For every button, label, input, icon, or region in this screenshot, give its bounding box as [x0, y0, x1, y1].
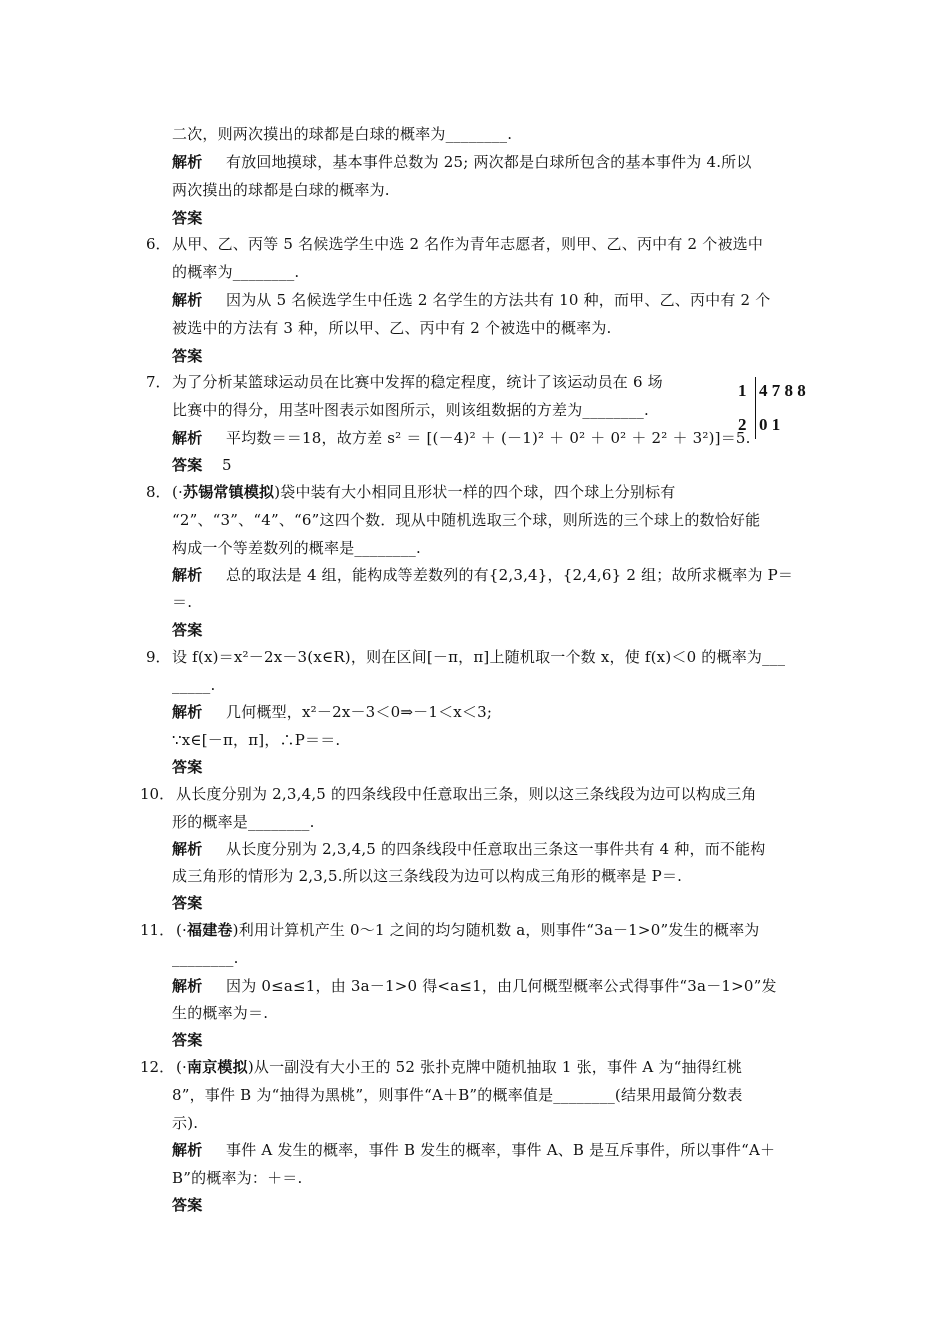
p8-answer-label: 答案 [172, 621, 203, 639]
p12-question-line-2: 8”，事件 B 为“抽得为黑桃”，则事件“A＋B”的概率值是________(结果用最简分数表 [172, 1086, 743, 1104]
p10-solution-line-2: 成三角形的情形为 2,3,5.所以这三条线段为边可以构成三角形的概率是 P＝. [172, 867, 683, 885]
p11-question-line-1 [176, 920, 760, 940]
p11-solution-line-2: 生的概率为＝. [172, 1004, 269, 1022]
leaves-2: 0 1 [759, 415, 781, 434]
p8-source: 苏锡常镇模拟 [183, 483, 275, 501]
p8-source-open: (· [172, 483, 184, 501]
p11-number: 11． [140, 921, 175, 939]
p7-jiexi-label: 解析 [172, 429, 203, 447]
p10-question-line-1: 从长度分别为 2,3,4,5 的四条线段中任意取出三条，则以这三条线段为边可以构成三角 [176, 785, 757, 803]
p8-question-line-2: “2”、“3”、“4”、“6”这四个数．现从中随机选取三个球，则所选的三个球上的数恰好能 [172, 511, 761, 529]
p6-jiexi-label: 解析 [172, 291, 203, 309]
p12-question-line-1 [176, 1057, 742, 1077]
p8-number: 8． [146, 483, 171, 501]
p9-question-line-1: 设 f(x)＝x²－2x－3(x∈R)，则在区间[－π，π]上随机取一个数 x，使 f(x)＜0 的概率为___ [172, 648, 786, 666]
p9-solution-line-2: ∵x∈[－π，π]，∴P＝＝. [172, 731, 341, 749]
p12-source-open: (· [176, 1058, 188, 1076]
p9-solution-line-1: 几何概型，x²－2x－3＜0⇒－1＜x＜3; [226, 703, 493, 721]
p6-number: 6． [146, 235, 171, 253]
p12-solution-line-2: B”的概率为：＋＝. [172, 1169, 303, 1187]
stem-1: 1 [738, 381, 747, 400]
p11-jiexi-label: 解析 [172, 977, 203, 995]
p11-source: 福建卷 [187, 921, 233, 939]
p10-number: 10． [140, 785, 175, 803]
p11-question-line-2: ________. [172, 949, 239, 967]
p6-solution-line-1: 因为从 5 名候选学生中任选 2 名学生的方法共有 10 种，而甲、乙、丙中有 2 个 [226, 291, 771, 309]
p6-question-line-1: 从甲、乙、丙等 5 名候选学生中选 2 名作为青年志愿者，则甲、乙、丙中有 2 个被选中 [172, 235, 764, 253]
p10-question-line-2: 形的概率是________. [172, 813, 315, 831]
p12-number: 12． [140, 1058, 175, 1076]
stem-leaf-divider [755, 377, 756, 439]
p8-solution-line-2: ＝. [172, 593, 193, 611]
p12-question-text: )从一副没有大小王的 52 张扑克牌中随机抽取 1 张，事件 A 为“抽得红桃 [247, 1058, 743, 1076]
p7-solution-line: 平均数＝＝18，故方差 s² ＝ [(－4)² ＋ (－1)² ＋ 0² ＋ 0² ＋ 2² ＋ 3²)]＝5. [226, 429, 751, 447]
p9-number: 9． [146, 648, 171, 666]
p11-solution-line-1: 因为 0≤a≤1，由 3a－1>0 得<a≤1，由几何概型概率公式得事件“3a－1>0”发 [226, 977, 777, 995]
p8-solution-line-1: 总的取法是 4 组，能构成等差数列的有{2,3,4}，{2,4,6} 2 组；故所求概率为 P＝ [226, 566, 794, 584]
p8-jiexi-label: 解析 [172, 566, 203, 584]
p12-source: 南京模拟 [187, 1058, 248, 1076]
p6-question-line-2: 的概率为________. [172, 263, 300, 281]
p12-question-line-3: 示). [172, 1114, 199, 1132]
p5-answer-label: 答案 [172, 209, 203, 227]
p7-answer-label: 答案 [172, 456, 203, 474]
p10-jiexi-label: 解析 [172, 840, 203, 858]
p8-question-line-3: 构成一个等差数列的概率是________. [172, 539, 421, 557]
p7-answer-value: 5 [222, 456, 232, 474]
p12-solution-line-1: 事件 A 发生的概率，事件 B 发生的概率，事件 A、B 是互斥事件，所以事件“A＋ [226, 1141, 776, 1159]
p11-source-open: (· [176, 921, 188, 939]
p7-question-line-2: 比赛中的得分，用茎叶图表示如图所示，则该组数据的方差为________. [172, 401, 649, 419]
p10-answer-label: 答案 [172, 894, 203, 912]
p5-solution-line-1: 有放回地摸球，基本事件总数为 25; 两次都是白球所包含的基本事件为 4.所以 [226, 153, 752, 171]
p11-answer-label: 答案 [172, 1031, 203, 1049]
p6-answer-label: 答案 [172, 347, 203, 365]
leaves-1: 4 7 8 8 [759, 381, 806, 400]
p10-solution-line-1: 从长度分别为 2,3,4,5 的四条线段中任意取出三条这一事件共有 4 种，而不能构 [226, 840, 766, 858]
p9-answer-label: 答案 [172, 758, 203, 776]
p9-jiexi-label: 解析 [172, 703, 203, 721]
p5-question-line: 二次，则两次摸出的球都是白球的概率为________. [172, 125, 513, 143]
p8-question-text: )袋中装有大小相同且形状一样的四个球，四个球上分别标有 [274, 483, 676, 501]
p7-question-line-1: 为了分析某篮球运动员在比赛中发挥的稳定程度，统计了该运动员在 6 场 [172, 373, 663, 391]
p7-number: 7． [146, 373, 171, 391]
p6-solution-line-2: 被选中的方法有 3 种，所以甲、乙、丙中有 2 个被选中的概率为. [172, 319, 612, 337]
p8-question-line-1 [172, 482, 676, 502]
p12-jiexi-label: 解析 [172, 1141, 203, 1159]
stem-2: 2 [738, 415, 747, 434]
p11-question-text: )利用计算机产生 0～1 之间的均匀随机数 a，则事件“3a－1>0”发生的概率为 [232, 921, 760, 939]
p5-jiexi-label: 解析 [172, 153, 203, 171]
p5-solution-line-2: 两次摸出的球都是白球的概率为. [172, 181, 390, 199]
p12-answer-label: 答案 [172, 1196, 203, 1214]
p9-question-line-2: _____. [172, 676, 216, 694]
